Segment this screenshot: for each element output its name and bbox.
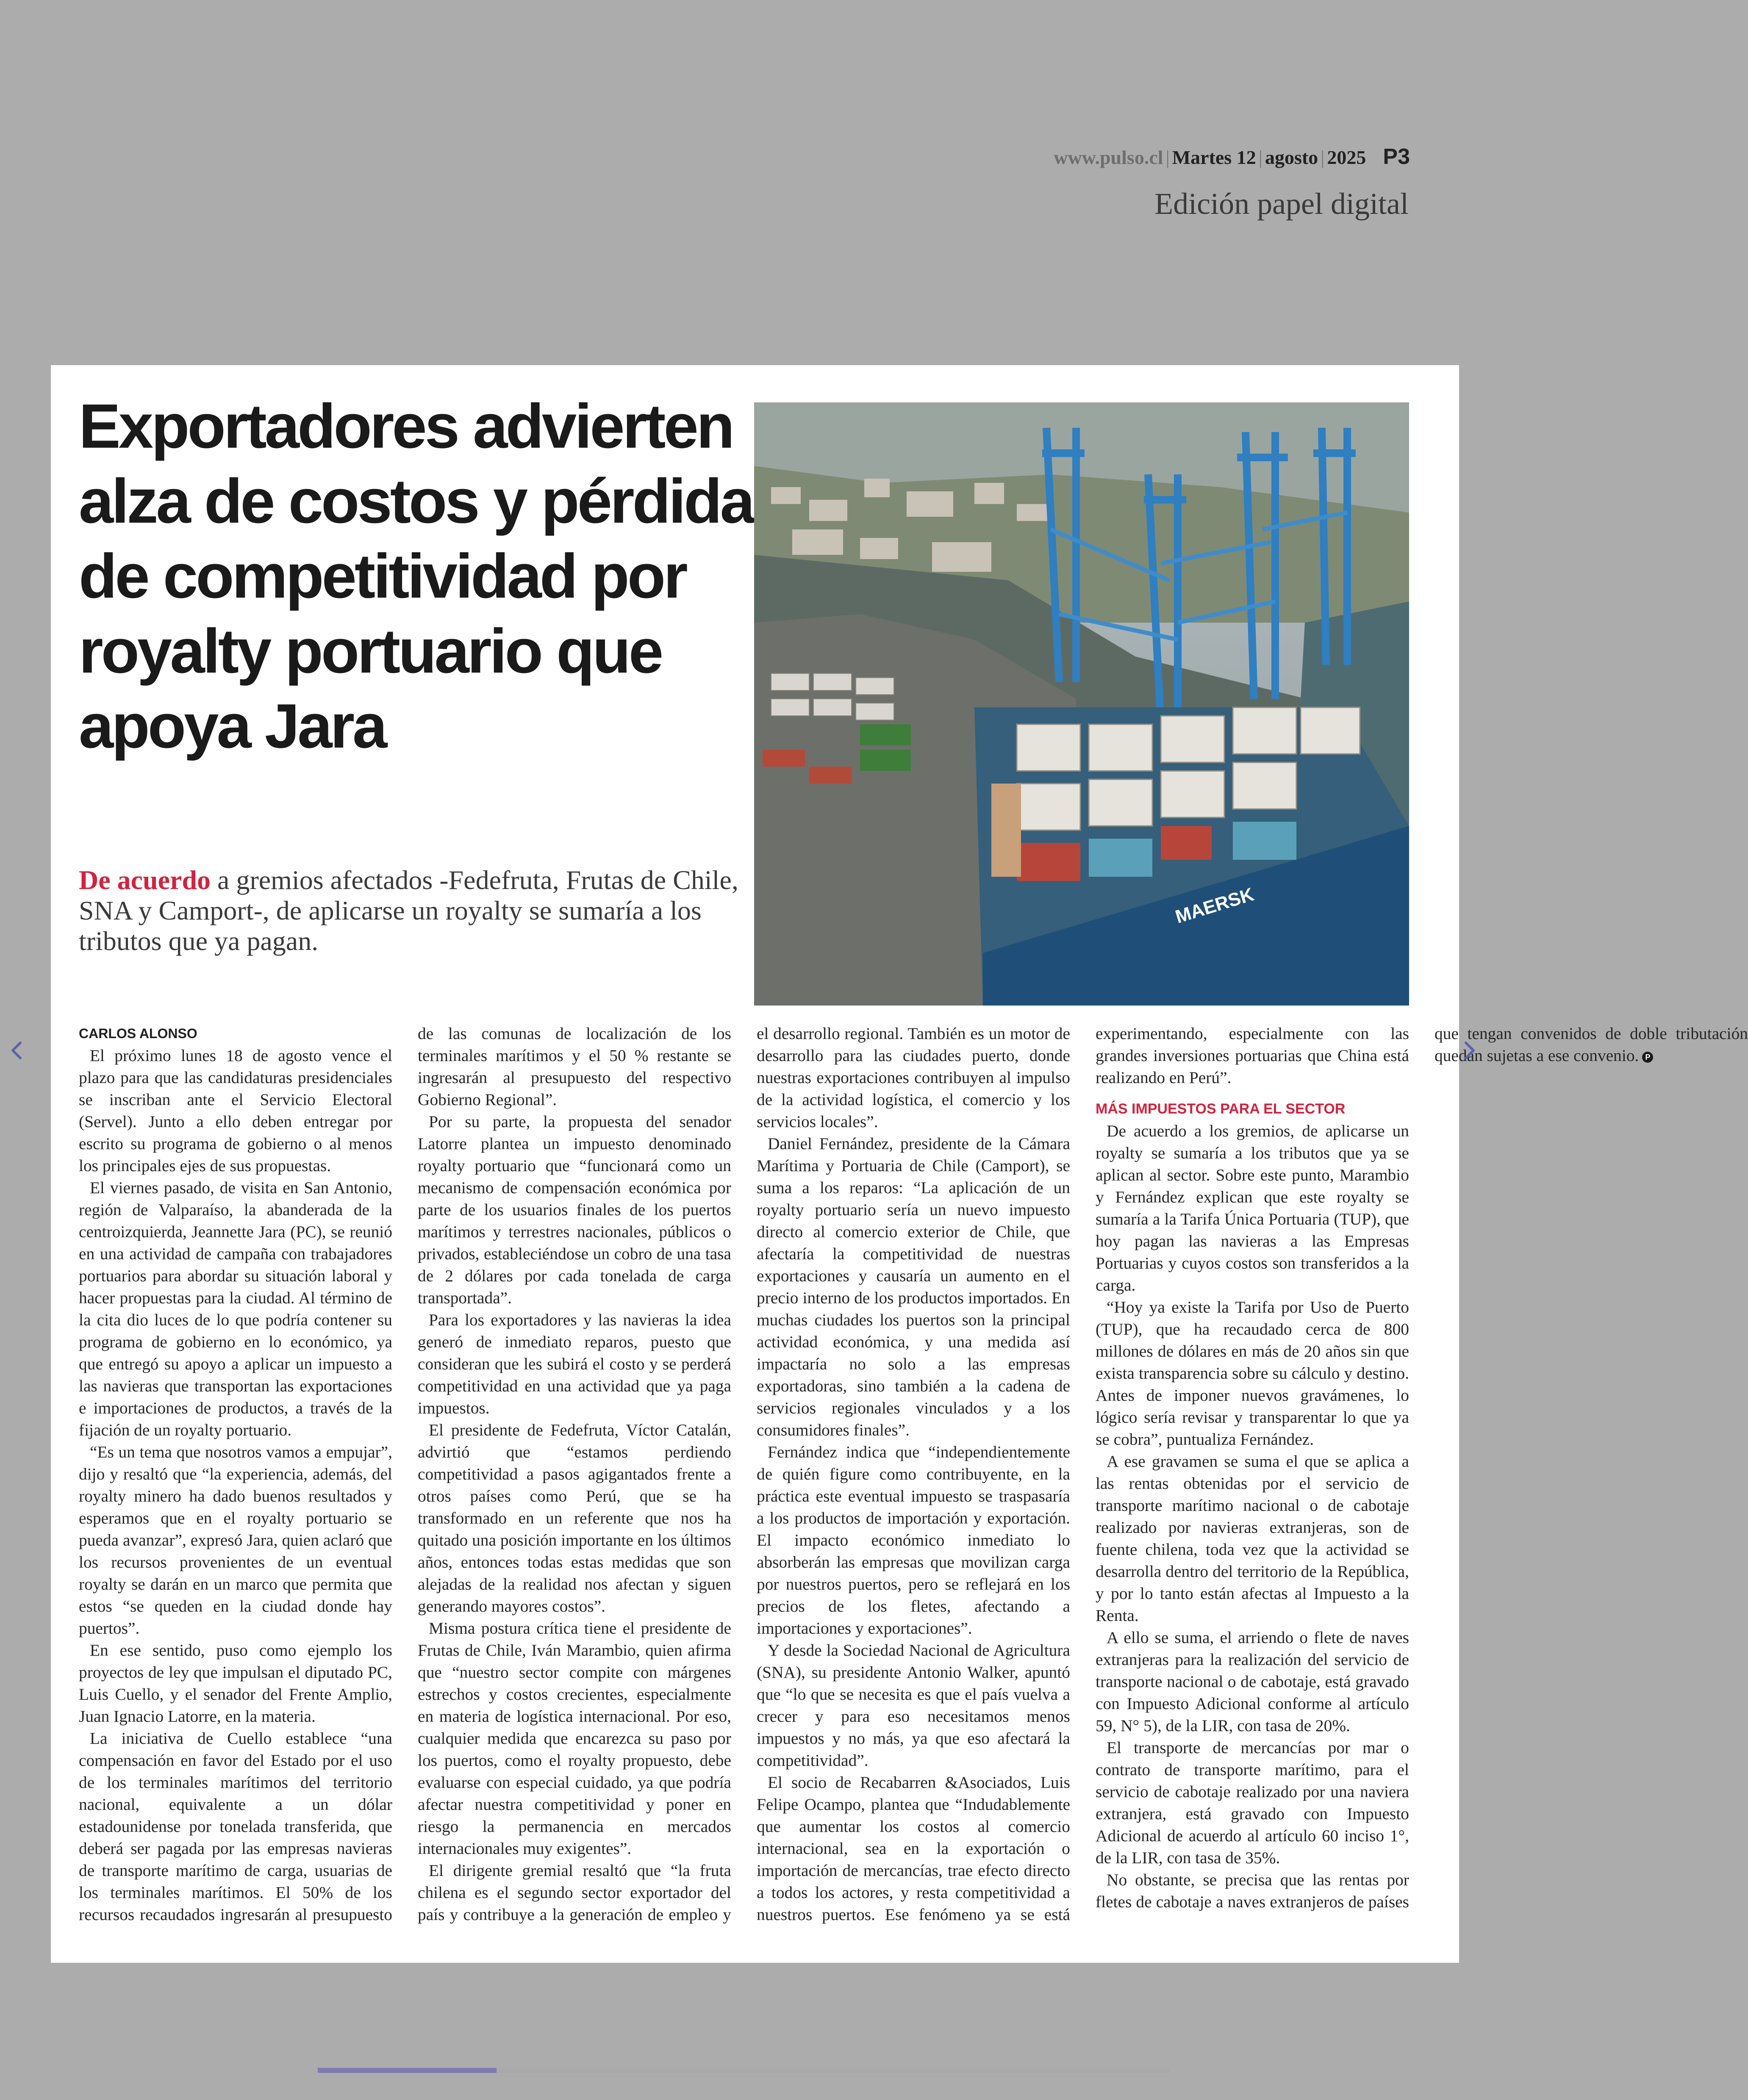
ship-hull-label: MAERSK (1173, 884, 1257, 928)
body-paragraph: En ese sentido, puso como ejemplo los proyectos de ley que impulsan el diputado PC, Luis Cuello, y el senador del Frente Amplio, Juan Ignacio Latorre, en la materia. (79, 1641, 392, 1726)
newspaper-page (51, 365, 1748, 1963)
deck-text: a gremios afectados -Fedefruta, Frutas de Chile, SNA y Camport-, de aplicarse un royalty se sumaría a los tributos que ya pagan. (79, 865, 738, 956)
previous-page-icon[interactable] (0, 1025, 34, 1076)
body-paragraph: De acuerdo a los gremios, de aplicarse un royalty se sumaría a los tributos que ya se aplican al sector. Sobre este punto, Marambio y Fernández explican que este royalty se sumaría a la Tarifa Única Portuaria (TUP), que hoy pagan las navieras a las Empresas Portuarias y cuyos costos son transferidos a la carga. (1096, 1122, 1409, 1294)
page-progress-fill (318, 2068, 497, 2073)
body-paragraph: A ese gravamen se suma el que se aplica a las rentas obtenidas por el servicio de transporte marítimo nacional o de cabotaje realizado por navieras extranjeras, son de fuente chilena, toda vez que la actividad se desarrolla dentro del territorio de la República, y por lo tanto están afectas al Impuesto a la Renta. (1096, 1452, 1409, 1625)
body-paragraph: El transporte de mercancías por mar o contrato de transporte marítimo, para el servicio de cabotaje realizado por una naviera extranjera, está gravado con Impuesto Adicional de acuerdo al artículo 60 inciso 1°, de la LIR, con tasa de 35%. (1096, 1738, 1409, 1867)
page-number: P3 (1383, 144, 1410, 169)
issue-year: 2025 (1327, 147, 1366, 168)
page-progress-track[interactable] (318, 2068, 1169, 2073)
body-paragraph: Fernández indica que “independientemente de quién figure como contribuyente, en la práctica este eventual impuesto se traspasaría a los productos de importación y exportación. El impacto económico inmediato lo absorberán las empresas que movilizan carga por nuestros puertos, pero se reflejará en los precios de los fletes, afectando a importaciones y exportaciones”. (757, 1443, 1070, 1637)
body-paragraph: El presidente de Fedefruta, Víctor Catalán, advirtió que “estamos perdiendo competitividad a pasos agigantados frente a otros países como Perú, que se ha transformado en un referente que nos ha quitado una posición importante en los últimos años, entonces todas estas medidas que son alejadas de la realidad nos afectan y siguen generando mayores costos”. (418, 1421, 731, 1615)
byline: CARLOS ALONSO (79, 1026, 197, 1041)
body-paragraph: Y desde la Sociedad Nacional de Agricultura (SNA), su presidente Antonio Walker, apuntó que “lo que se necesita es que el país vuelva a crecer y para eso necesitamos menos impuestos y no más, ya que eso afectará la competitividad”. (757, 1641, 1070, 1770)
article-body (79, 1022, 1748, 1946)
deck (79, 865, 740, 956)
body-paragraph: Para los exportadores y las navieras la idea generó de inmediato reparos, puesto que consideran que les subirá el costo y se perderá competitividad en una actividad que ya paga impuestos. (418, 1310, 731, 1417)
body-paragraph: A ello se suma, el arriendo o flete de naves extranjeras para la realización del servicio de transporte nacional o de cabotaje, está gravado con Impuesto Adicional conforme al artículo 59, N° 5), de la LIR, con tasa de 20%. (1096, 1628, 1409, 1735)
body-paragraph: Misma postura crítica tiene el presidente de Frutas de Chile, Iván Marambio, quien afirma que “nuestro sector compite con márgenes estrechos y costos crecientes, especialmente en materia de logística internacional. Por eso, cualquier medida que encarezca su paso por los puertos, como el royalty propuesto, debe evaluarse con especial cuidado, ya que podría afectar nuestra competitividad y poner en riesgo la permanencia en mercados internacionales muy exigentes”. (418, 1619, 731, 1858)
next-page-icon[interactable] (1452, 1025, 1486, 1076)
site-url: www.pulso.cl (1054, 147, 1163, 168)
end-of-article-icon: P (1642, 1052, 1653, 1063)
issue-month: agosto (1265, 147, 1318, 168)
body-paragraphs-b (1096, 1022, 1748, 1946)
body-paragraph: La iniciativa de Cuello establece “una compensación en favor del Estado por el uso de los terminales marítimos del territorio nacional, equivalente a un dólar estadounidense por tonelada transferida, que deberá ser pagada por las empresas navieras de transporte marítimo de carga, usuarias de los terminales marítimos. El 50% de los recursos recaudados ingresarán al presupuesto de las comunas de localización de los terminales marítimos y el 50 % restante se ingresarán al presupuesto del respectivo Gobierno Regional”. (79, 1024, 731, 1924)
port-photo (754, 402, 1409, 1006)
body-paragraph: El dirigente gremial resaltó que “la fruta chilena es el segundo sector exportador del país y contribuye a la generación de empleo y el desarrollo regional. También es un motor de desarrollo para las ciudades puerto, donde nuestras exportaciones contribuyen al impulso de la actividad logística, el comercio y los servicios locales”. (418, 1024, 1070, 1924)
body-paragraph: Por su parte, la propuesta del senador Latorre plantea un impuesto denominado royalty portuario que “funcionará como un mecanismo de compensación económica por parte de los usuarios finales de los puertos marítimos y terrestres nacionales, públicos o privados, estableciéndose un cobro de una tasa de 2 dólares por cada tonelada de carga transportada”. (418, 1112, 731, 1307)
edition-label: Edición papel digital (1154, 187, 1409, 221)
body-paragraph: Daniel Fernández, presidente de la Cámara Marítima y Portuaria de Chile (Camport), se suma a los reparos: “La aplicación de un royalty portuario sería un nuevo impuesto directo al comercio exterior de Chile, que afectaría la competitividad de nuestras exportaciones y causaría un aumento en el precio interno de los productos importados. En muchas ciudades los puertos son la principal actividad económica, y una medida así impactaría no solo a las empresas exportadoras, sino también a la cadena de servicios regionales vinculados y a los consumidores finales”. (757, 1134, 1070, 1439)
page-meta (1054, 144, 1410, 169)
body-paragraph: El socio de Recabarren &Asociados, Luis Felipe Ocampo, plantea que “Indudablemente que aumentar los costos al comercio internacional, sea en la exportación o importación de mercancías, trae efecto directo a todos los actores, y resta competitividad a nuestros puertos. Ese fenómeno ya se está experimentando, especialmente con las grandes inversiones portuarias que China está realizando en Perú”. (757, 1024, 1409, 1924)
issue-day: Martes 12 (1172, 147, 1256, 168)
deck-lead: De acuerdo (79, 865, 211, 895)
headline: Exportadores advierten alza de costos y pérdida de competitividad por royalty portuario que apoya Jara (79, 391, 753, 761)
body-paragraph: El próximo lunes 18 de agosto vence el plazo para que las candidaturas presidenciales se inscriban ante el Servicio Electoral (Servel). Junto a ello deben entregar por escrito su programa de gobierno o al menos los principales ejes de sus propuestas. (79, 1046, 392, 1175)
body-paragraph: No obstante, se precisa que las rentas por fletes de cabotaje a naves extranjeros de países que tengan convenidos de doble tributación quedan sujetas a ese convenio. P (1096, 1024, 1748, 1911)
body-paragraph: “Hoy ya existe la Tarifa por Uso de Puerto (TUP), que ha recaudado cerca de 800 millones de dólares en más de 20 años sin que exista transparencia sobre su cálculo y destino. Antes de imponer nuevos gravámenes, lo lógico sería revisar y transparentar lo que ya se cobra”, puntualiza Fernández. (1096, 1298, 1409, 1449)
body-paragraph: “Es un tema que nosotros vamos a empujar”, dijo y resaltó que “la experiencia, además, del royalty minero ha dado buenos resultados y esperamos que en el royalty portuario se pueda avanzar”, expresó Jara, quien aclaró que los recursos provenientes de un eventual royalty se darán en un marco que permita que estos “se queden en la ciudad donde hay puertos”. (79, 1443, 392, 1637)
section-subhead: MÁS IMPUESTOS PARA EL SECTOR (1096, 1101, 1346, 1117)
body-paragraph: El viernes pasado, de visita en San Antonio, región de Valparaíso, la abanderada de la centroizquierda, Jeannette Jara (PC), se reunió en una actividad de campaña con trabajadores portuarios para abordar su situación laboral y hacer propuestas para la ciudad. Al término de la cita dio luces de lo que podría contener su programa de gobierno en lo económico, ya que entregó su apoyo a aplicar un impuesto a las navieras que transportan las exportaciones e importaciones de productos, a través de la fijación de un royalty portuario. (79, 1178, 392, 1439)
issue-info: www.pulso.cl | Martes 12 | agosto | 2025 P3 (1054, 144, 1410, 169)
